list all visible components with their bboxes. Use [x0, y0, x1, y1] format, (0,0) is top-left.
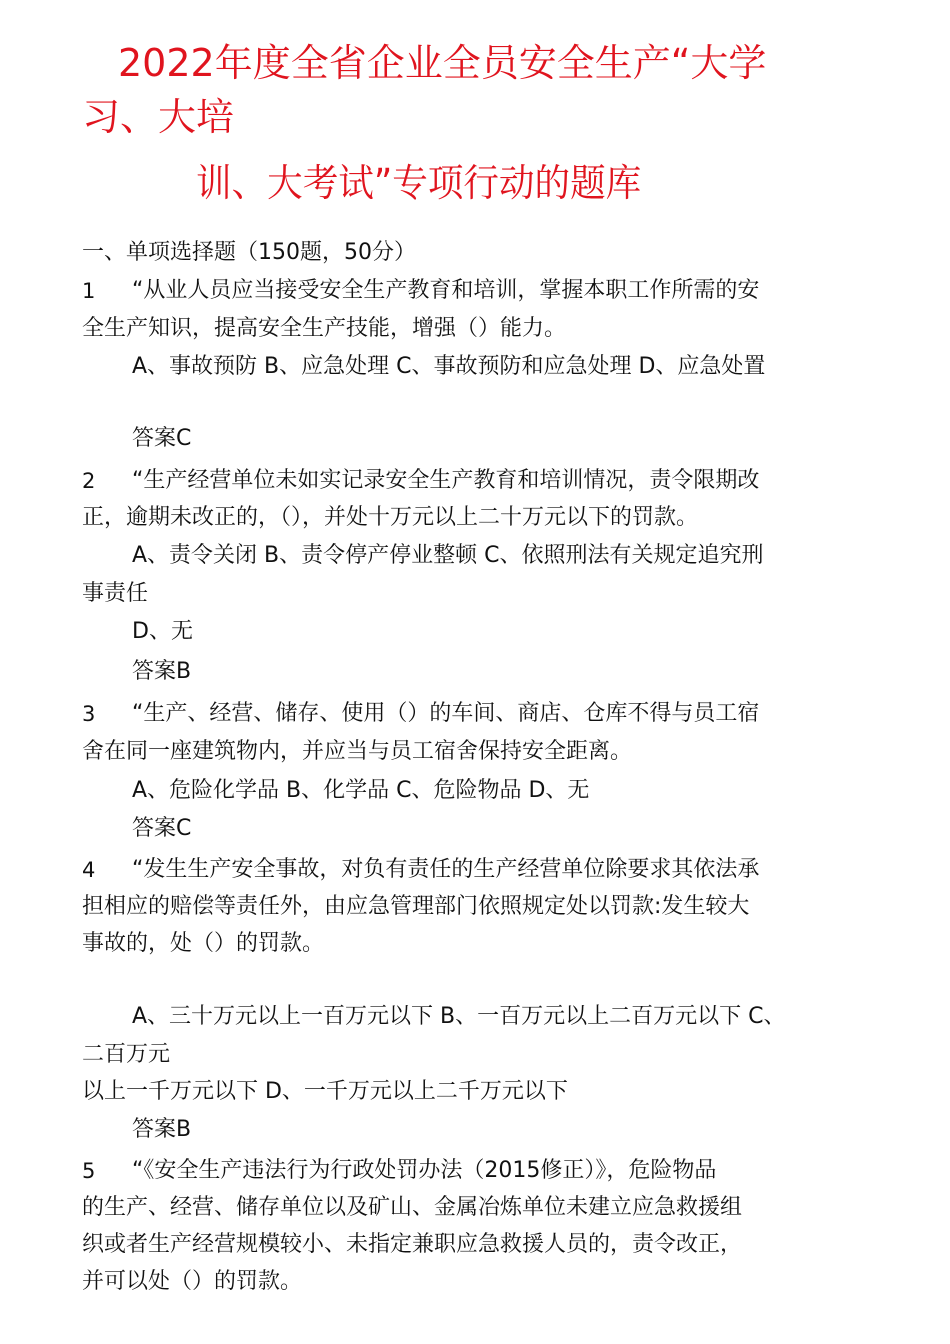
question-text: “生产经营单位未如实记录安全生产教育和培训情况，责令限期改	[132, 468, 760, 493]
question-number: 1	[82, 279, 96, 303]
question-options: A、事故预防 B、应急处理 C、事故预防和应急处理 D、应急处置	[132, 354, 766, 379]
question-answer: 答案B	[132, 659, 192, 684]
question-answer: 答案C	[132, 426, 192, 451]
question-number: 3	[82, 702, 96, 726]
question-text: 担相应的赔偿等责任外，由应急管理部门依照规定处以罚款:发生较大	[82, 894, 750, 919]
question-text: “《安全生产违法行为行政处罚办法（2015修正）》，危险物品	[132, 1158, 717, 1183]
question-text: 事故的，处（）的罚款。	[82, 931, 325, 956]
question-text: 全生产知识，提高安全生产技能，增强（）能力。	[82, 316, 567, 341]
question-answer: 答案B	[132, 1117, 192, 1142]
question-text: “发生生产安全事故，对负有责任的生产经营单位除要求其依法承	[132, 857, 760, 882]
question-text: 并可以处（）的罚款。	[82, 1269, 303, 1294]
section-heading: 一、单项选择题（150题，50分）	[82, 240, 416, 265]
question-options: A、危险化学品 B、化学品 C、危险物品 D、无	[132, 778, 590, 803]
question-number: 2	[82, 469, 96, 493]
question-number: 5	[82, 1159, 96, 1183]
question-answer: 答案C	[132, 816, 192, 841]
title-line-1: 2022年度全省企业全员安全生产“大学	[118, 41, 767, 85]
title-line-2: 习、大培	[82, 95, 235, 139]
question-options: D、无	[132, 619, 193, 644]
question-text: 织或者生产经营规模较小、未指定兼职应急救援人员的，责令改正，	[82, 1232, 743, 1257]
question-options: 二百万元	[82, 1042, 171, 1067]
question-text: “从业人员应当接受安全生产教育和培训，掌握本职工作所需的安	[132, 278, 760, 303]
question-text: “生产、经营、储存、使用（）的车间、商店、仓库不得与员工宿	[132, 701, 760, 726]
question-options: A、三十万元以上一百万元以下 B、一百万元以上二百万元以下 C、	[132, 1004, 786, 1029]
question-text: 舍在同一座建筑物内，并应当与员工宿舍保持安全距离。	[82, 739, 633, 764]
question-text: 的生产、经营、储存单位以及矿山、金属冶炼单位未建立应急救援组	[82, 1195, 743, 1220]
question-options: 事责任	[82, 581, 149, 606]
title-line-3: 训、大考试”专项行动的题库	[196, 161, 642, 205]
question-number: 4	[82, 858, 96, 882]
question-text: 正，逾期未改正的，（），并处十万元以上二十万元以下的罚款。	[82, 505, 699, 530]
question-options: A、责令关闭 B、责令停产停业整顿 C、依照刑法有关规定追究刑	[132, 543, 764, 568]
question-options: 以上一千万元以下 D、一千万元以上二千万元以下	[82, 1079, 568, 1104]
